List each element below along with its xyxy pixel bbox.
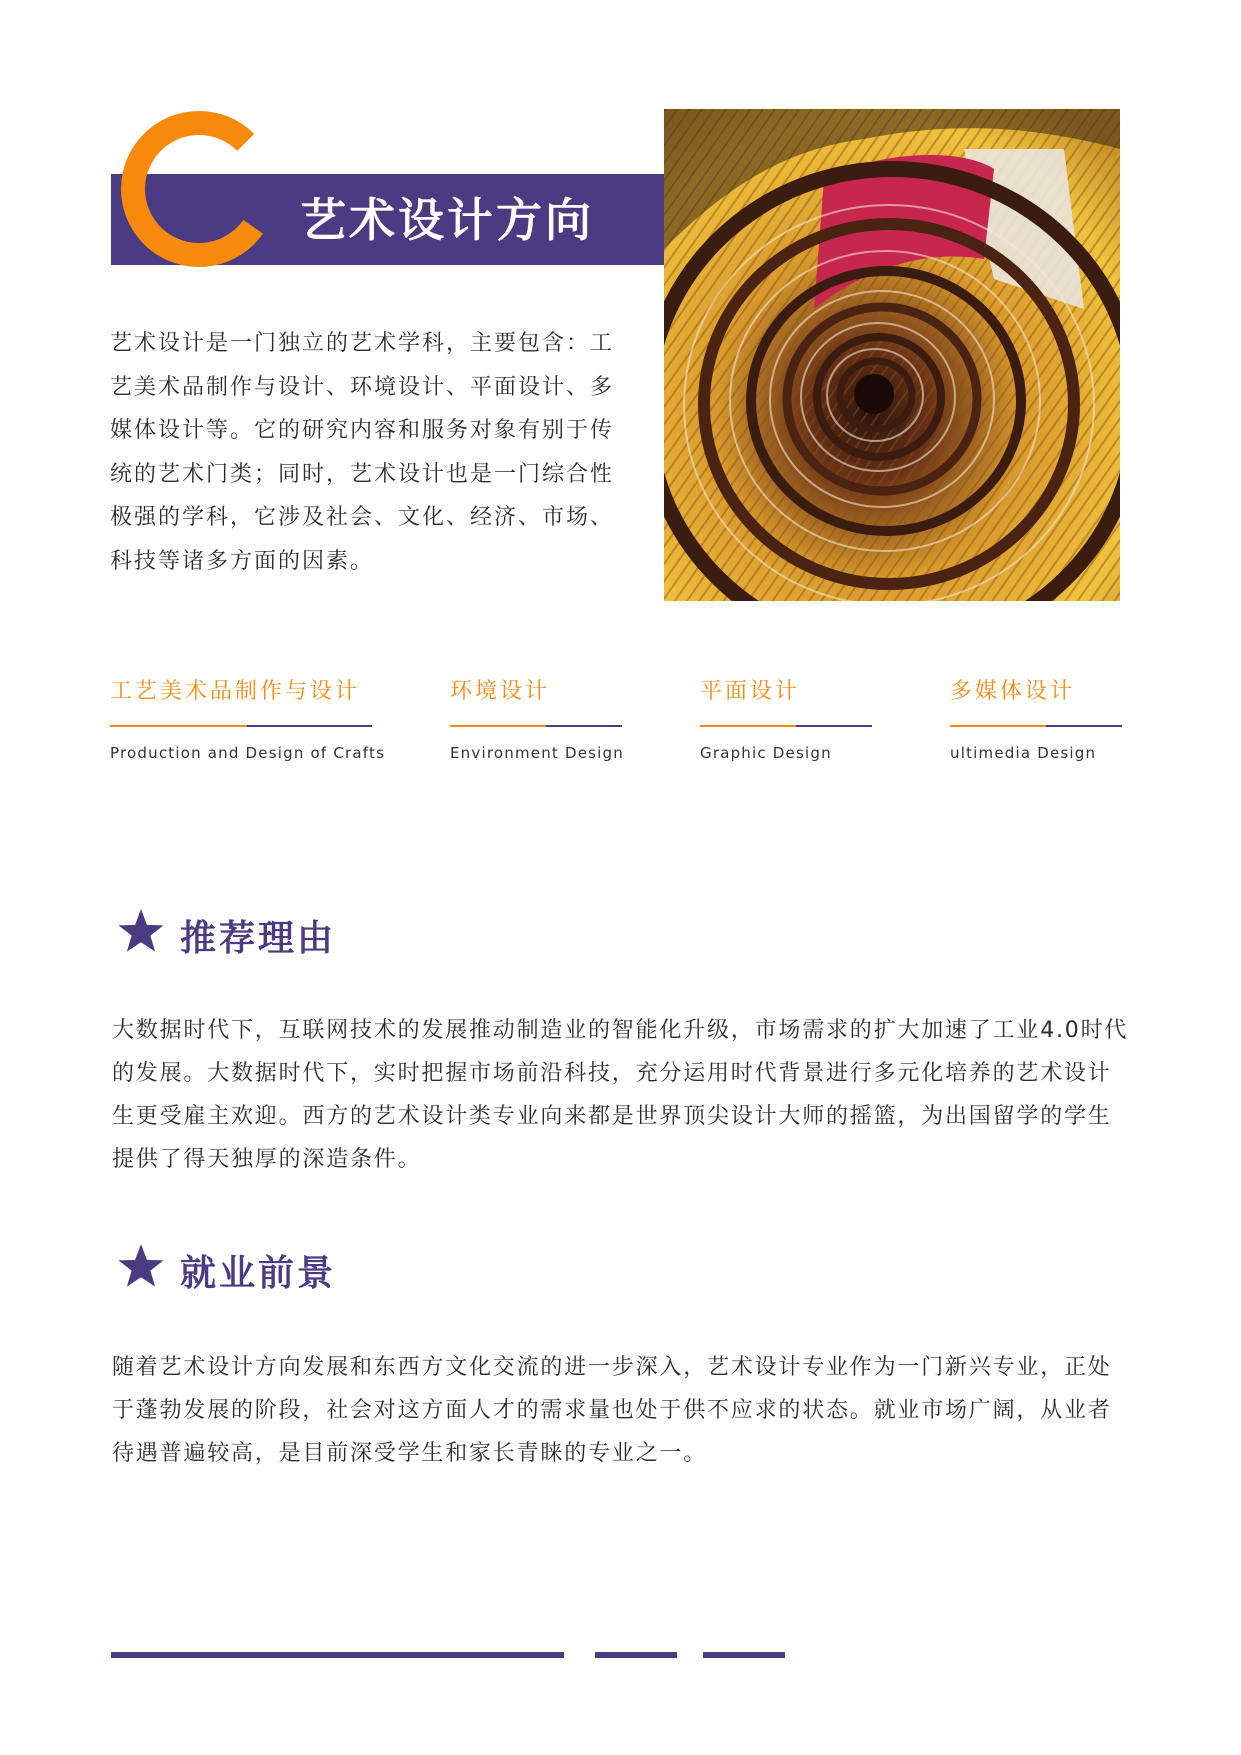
footer-bar-short: [595, 1652, 677, 1658]
spiral-staircase-photo: [664, 109, 1120, 601]
category-subtitle: Production and Design of Crafts: [110, 744, 386, 762]
category-title: 平面设计: [700, 679, 801, 704]
category-title: 工艺美术品制作与设计: [110, 679, 361, 704]
footer-bar-short: [703, 1652, 785, 1658]
category-rule: [950, 725, 1122, 727]
category-rule: [450, 725, 622, 727]
footer-bar-long: [111, 1652, 564, 1658]
category-subtitle: Environment Design: [450, 744, 624, 762]
category-rule: [700, 725, 872, 727]
category-crafts: [110, 672, 386, 762]
category-subtitle: Graphic Design: [700, 744, 832, 762]
category-title: 环境设计: [450, 679, 551, 704]
section-title-employment: 就业前景: [180, 1253, 337, 1294]
section-body-employment: 随着艺术设计方向发展和东西方文化交流的进一步深入，艺术设计专业作为一门新兴专业，正处于蓬勃发展的阶段，社会对这方面人才的需求量也处于供不应求的状态。就业市场广阔，从业者待遇普遍较高，是目前深受学生和家长青睐的专业之一。: [112, 1355, 1112, 1466]
category-multimedia: [950, 672, 1122, 762]
category-environment: [450, 672, 622, 762]
star-icon: [118, 908, 164, 954]
section-body-recommend: 大数据时代下，互联网技术的发展推动制造业的智能化升级，市场需求的扩大加速了工业4.0时代的发展。大数据时代下，实时把握市场前沿科技，充分运用时代背景进行多元化培养的艺术设计生更受雇主欢迎。西方的艺术设计类专业向来都是世界顶尖设计大师的摇篮，为出国留学的学生提供了得天独厚的深造条件。: [112, 1018, 1129, 1172]
star-icon: [118, 1243, 164, 1289]
page-title: 艺术设计方向: [300, 193, 594, 247]
category-title: 多媒体设计: [950, 679, 1076, 704]
section-title-recommend: 推荐理由: [180, 918, 337, 959]
intro-paragraph: 艺术设计是一门独立的艺术学科，主要包含：工艺美术品制作与设计、环境设计、平面设计、多媒体设计等。它的研究内容和服务对象有别于传统的艺术门类；同时，艺术设计也是一门综合性极强的学科，它涉及社会、文化、经济、市场、科技等诸多方面的因素。: [110, 331, 615, 574]
category-graphic: [700, 672, 872, 762]
category-subtitle: ultimedia Design: [950, 744, 1097, 762]
category-rule: [110, 725, 372, 727]
